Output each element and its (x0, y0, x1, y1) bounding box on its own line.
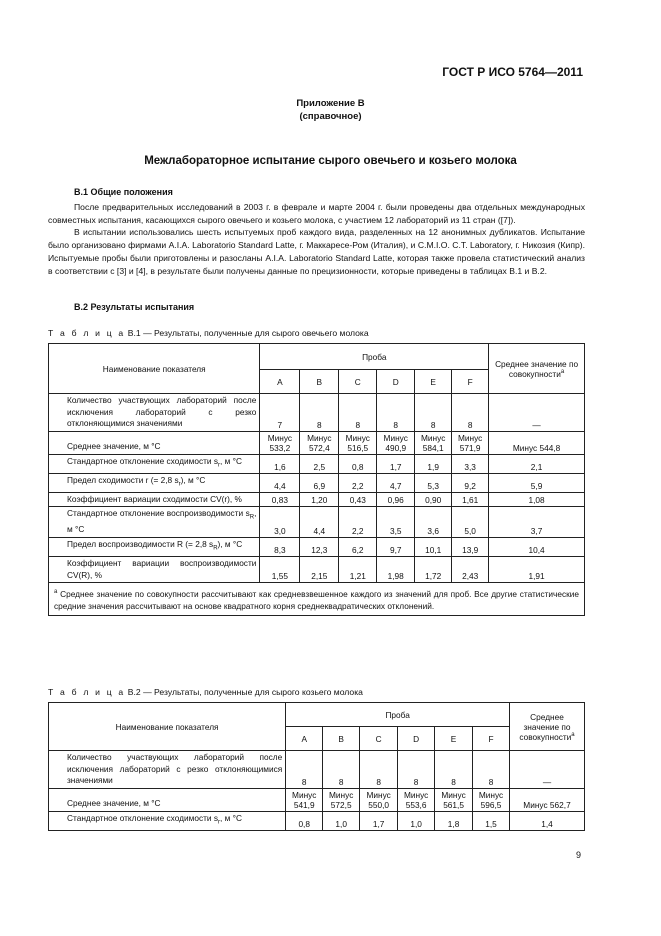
caption-prefix: Т а б л и ц а (48, 687, 126, 697)
value-cell: 6,9 (300, 473, 339, 492)
value-cell: 1,7 (360, 811, 398, 830)
value-cell: 13,9 (452, 537, 489, 556)
value-cell: 1,72 (415, 557, 452, 583)
table-sheep-milk (48, 343, 585, 616)
table-row (49, 431, 585, 454)
mean-cell: 1,4 (510, 811, 585, 830)
value-cell: 4,4 (300, 507, 339, 538)
paragraph-1: После предварительных исследований в 2003 г. в феврале и марте 2004 г. были проведены два отдельных международных совместных испытания, касающихся сырого овечьего и козьего молока, с участием 12 лабораторий из 11 стран ([7]). (48, 202, 585, 225)
value-cell: 4,7 (377, 473, 415, 492)
value-cell: 0,83 (260, 492, 300, 507)
value-cell: 2,43 (452, 557, 489, 583)
mean-cell: 5,9 (489, 473, 585, 492)
value-cell: 1,0 (398, 811, 435, 830)
value-cell: Минус 561,5 (435, 788, 473, 811)
caption-text: В.2 — Результаты, полученные для сырого козьего молока (125, 687, 363, 697)
mean-cell: — (510, 751, 585, 789)
row-label: Среднее значение, м °С (49, 431, 260, 454)
main-title: Межлабораторное испытание сырого овечьего и козьего молока (144, 155, 517, 167)
mean-cell: 2,1 (489, 454, 585, 473)
value-cell: 0,8 (339, 454, 377, 473)
value-cell: 8 (415, 394, 452, 432)
value-cell: 3,5 (377, 507, 415, 538)
value-cell: 1,5 (473, 811, 510, 830)
value-cell: Минус 572,4 (300, 431, 339, 454)
value-cell: 1,98 (377, 557, 415, 583)
row-label: Стандартное отклонение сходимости $s_r$, м °С (49, 811, 286, 830)
value-cell: 8 (377, 394, 415, 432)
col-header-e: E (435, 727, 473, 751)
value-cell: Минус 550,0 (360, 788, 398, 811)
row-label: Количество участвующих лабораторий после исключения лабораторий с резко отклоняющимися значениями (49, 751, 286, 789)
table1-footnote: $^a$ Среднее значение по совокупности рассчитывают как средневзвешенное каждого из значений для проб. Все другие статистические средние значения рассчитывают на основе квадратного корня среднеквадратических отклонений. (49, 583, 585, 616)
value-cell: 2,2 (339, 473, 377, 492)
table-row (49, 811, 585, 830)
value-cell: 8 (452, 394, 489, 432)
value-cell: 5,3 (415, 473, 452, 492)
section-b1-text (48, 201, 585, 277)
col-header-a: A (286, 727, 323, 751)
value-cell: 1,61 (452, 492, 489, 507)
caption-text: В.1 — Результаты, полученные для сырого овечьего молока (125, 328, 369, 338)
value-cell: 1,8 (435, 811, 473, 830)
row-label: Предел сходимости r (= 2,8 $s_r$), м °С (49, 473, 260, 492)
table-row (49, 557, 585, 583)
value-cell: 1,55 (260, 557, 300, 583)
value-cell: 2,2 (339, 507, 377, 538)
value-cell: 1,20 (300, 492, 339, 507)
caption-prefix: Т а б л и ц а (48, 328, 126, 338)
value-cell: 1,6 (260, 454, 300, 473)
mean-cell: 1,91 (489, 557, 585, 583)
header-mean: Среднее значение по совокупности$^a$ (489, 344, 585, 394)
col-header-f: F (452, 370, 489, 394)
col-header-a: A (260, 370, 300, 394)
header-parameter-name: Наименование показателя (49, 344, 260, 394)
value-cell: 4,4 (260, 473, 300, 492)
value-cell: Минус 533,2 (260, 431, 300, 454)
value-cell: 6,2 (339, 537, 377, 556)
col-header-f: F (473, 727, 510, 751)
value-cell: 8 (323, 751, 360, 789)
header-probe: Проба (260, 344, 489, 370)
value-cell: Минус 596,5 (473, 788, 510, 811)
value-cell: 8,3 (260, 537, 300, 556)
mean-cell: — (489, 394, 585, 432)
section-b1-heading: В.1 Общие положения (74, 187, 173, 197)
col-header-d: D (377, 370, 415, 394)
paragraph-2: В испытании использовались шесть испытуемых проб каждого вида, разделенных на 12 анонимных дубликатов. Испытание было организовано фирмами A.I.A. Laboratorio Standard Latte, г. Маккаресе-Ром (Италия), и C.M.I.O. C.T. Laboratory, г. Никозия (Кипр). Испытуемые пробы были приготовлены и разосланы A.I.A. Laboratorio Standard Latte, которая также провела статистический анализ в соответствии с [3] и [4], в результате были получены данные по прецизионности, которые приведены в таблицах В.1 и В.2. (48, 227, 585, 276)
value-cell: Минус 553,6 (398, 788, 435, 811)
col-header-b: B (300, 370, 339, 394)
value-cell: 0,8 (286, 811, 323, 830)
mean-cell: Минус 562,7 (510, 788, 585, 811)
table-row (49, 788, 585, 811)
value-cell: 0,90 (415, 492, 452, 507)
col-header-c: C (360, 727, 398, 751)
value-cell: 8 (398, 751, 435, 789)
mean-cell: 1,08 (489, 492, 585, 507)
value-cell: 2,15 (300, 557, 339, 583)
document-header: ГОСТ Р ИСО 5764—2011 (442, 65, 583, 79)
mean-cell: 10,4 (489, 537, 585, 556)
value-cell: 5,0 (452, 507, 489, 538)
value-cell: 8 (435, 751, 473, 789)
value-cell: 1,7 (377, 454, 415, 473)
value-cell: 9,2 (452, 473, 489, 492)
col-header-d: D (398, 727, 435, 751)
annex-title: Приложение В (296, 98, 365, 109)
table1-caption (48, 328, 369, 338)
value-cell: 0,43 (339, 492, 377, 507)
section-b2-heading: В.2 Результаты испытания (74, 302, 195, 312)
value-cell: Минус 584,1 (415, 431, 452, 454)
table-row (49, 492, 585, 507)
col-header-e: E (415, 370, 452, 394)
value-cell: 8 (286, 751, 323, 789)
row-label: Среднее значение, м °С (49, 788, 286, 811)
value-cell: Минус 490,9 (377, 431, 415, 454)
value-cell: 10,1 (415, 537, 452, 556)
row-label: Коэффициент вариации воспроизводимости CV(R), % (49, 557, 260, 583)
page-number: 9 (575, 850, 581, 860)
value-cell: 8 (473, 751, 510, 789)
value-cell: 12,3 (300, 537, 339, 556)
table-row (49, 454, 585, 473)
table2-caption (48, 687, 363, 697)
row-label: Предел воспроизводимости R (= 2,8 $s_R$), м °С (49, 537, 260, 556)
value-cell: 2,5 (300, 454, 339, 473)
value-cell: 1,0 (323, 811, 360, 830)
header-mean: Среднее значение по совокупности$^a$ (510, 703, 585, 751)
header-probe: Проба (286, 703, 510, 727)
row-label: Стандартное отклонение воспроизводимости $s_R$, м °С (49, 507, 260, 538)
value-cell: 8 (360, 751, 398, 789)
annex-heading (0, 97, 661, 123)
value-cell: 8 (300, 394, 339, 432)
value-cell: 0,96 (377, 492, 415, 507)
table-row (49, 751, 585, 789)
value-cell: 3,3 (452, 454, 489, 473)
value-cell: 9,7 (377, 537, 415, 556)
value-cell: 1,21 (339, 557, 377, 583)
value-cell: Минус 571,9 (452, 431, 489, 454)
row-label: Количество участвующих лабораторий после исключения лабораторий с резко отклоняющимися значениями (49, 394, 260, 432)
col-header-b: B (323, 727, 360, 751)
value-cell: Минус 516,5 (339, 431, 377, 454)
mean-cell: Минус 544,8 (489, 431, 585, 454)
value-cell: Минус 572,5 (323, 788, 360, 811)
value-cell: Минус 541,9 (286, 788, 323, 811)
col-header-c: C (339, 370, 377, 394)
value-cell: 3,6 (415, 507, 452, 538)
table-row (49, 394, 585, 432)
table-row (49, 537, 585, 556)
table-goat-milk (48, 702, 585, 831)
table-row (49, 473, 585, 492)
table-row (49, 507, 585, 538)
value-cell: 8 (339, 394, 377, 432)
header-parameter-name: Наименование показателя (49, 703, 286, 751)
row-label: Стандартное отклонение сходимости $s_r$, м °С (49, 454, 260, 473)
annex-subtitle: (справочное) (299, 111, 362, 122)
mean-cell: 3,7 (489, 507, 585, 538)
value-cell: 1,9 (415, 454, 452, 473)
row-label: Коэффициент вариации сходимости CV(r), % (49, 492, 260, 507)
value-cell: 3,0 (260, 507, 300, 538)
value-cell: 7 (260, 394, 300, 432)
